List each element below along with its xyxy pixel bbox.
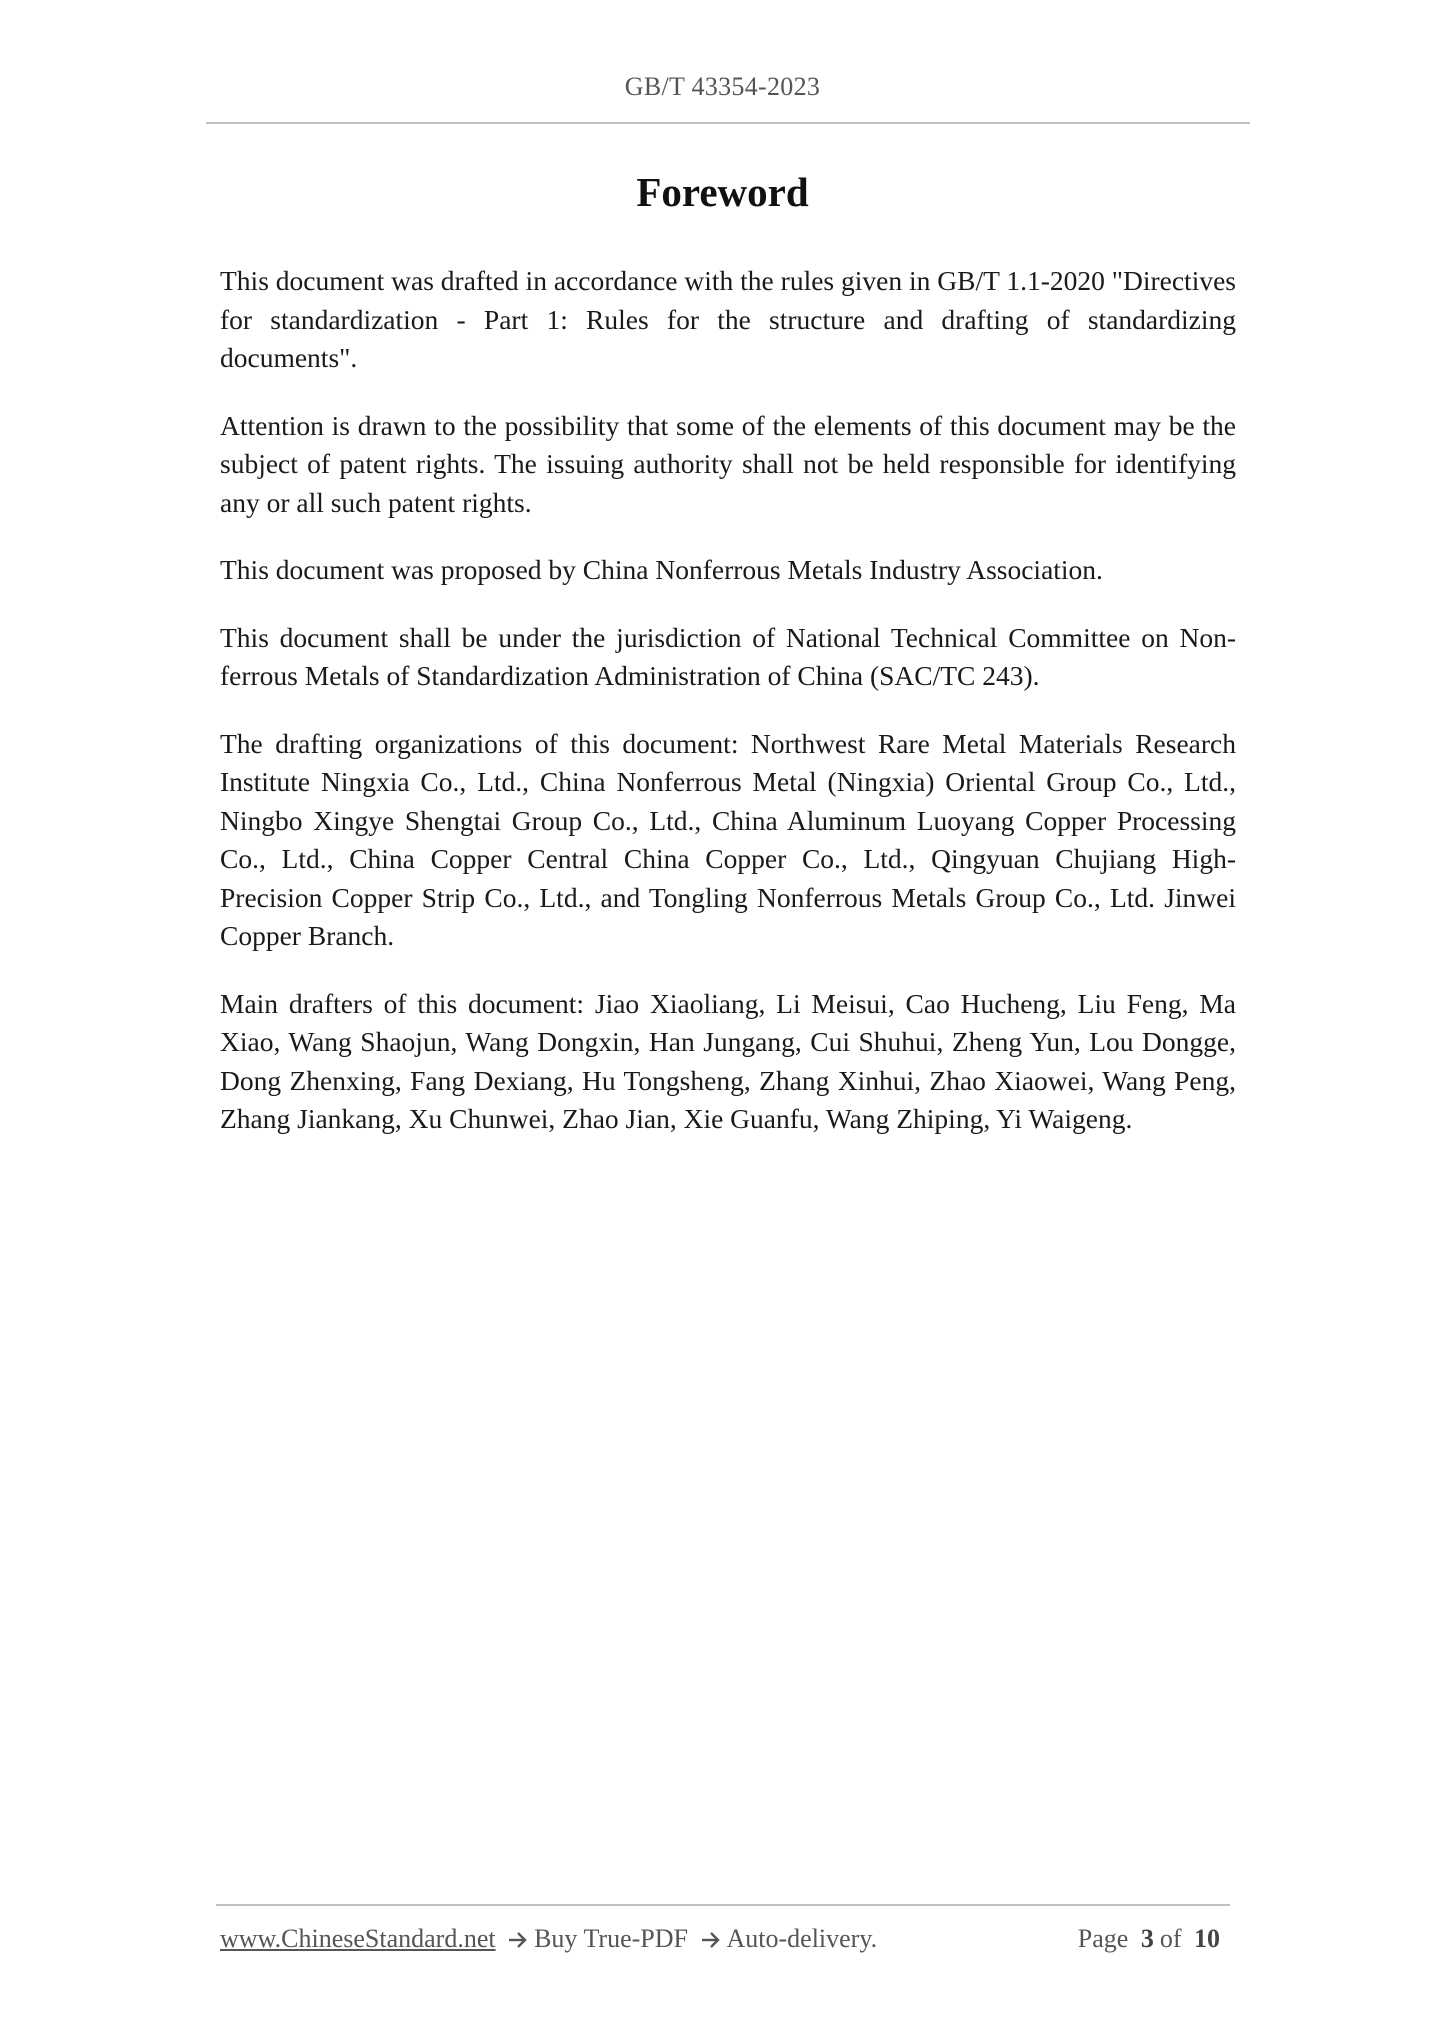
paragraph-drafting-organizations: The drafting organizations of this document: Northwest Rare Metal Materials Research Institute Ningxia Co., Ltd., China Nonferrous Metal (Ningxia) Oriental Group Co., Ltd., Ningbo Xingye Shengtai Group Co., Ltd., China Aluminum Luoyang Copper Processing Co., Ltd., China Copper Central China Copper Co., Ltd., Qingyuan Chujiang High-Precision Copper Strip Co., Ltd., and Tongling Nonferrous Metals Group Co., Ltd. Jinwei Copper Branch. <box>220 727 1236 951</box>
page-label: Page <box>1077 1924 1129 1953</box>
right-arrow-icon <box>701 1931 721 1949</box>
delivery-text: Auto-delivery. <box>726 1924 878 1953</box>
footer-divider <box>216 1904 1230 1906</box>
paragraph-main-drafters: Main drafters of this document: Jiao Xiaoliang, Li Meisui, Cao Hucheng, Liu Feng, Ma Xiao, Wang Shaojun, Wang Dongxin, Han Jungang, Cui Shuhui, Zheng Yun, Lou Dongge, Dong Zhenxing, Fang Dexiang, Hu Tongsheng, Zhang Xinhui, Zhao Xiaowei, Wang Peng, Zhang Jiankang, Xu Chunwei, Zhao Jian, Xie Guanfu, Wang Zhiping, Yi Waigeng. <box>220 987 1236 1134</box>
running-header <box>0 72 1445 102</box>
footer-promo <box>220 1924 877 1954</box>
foreword-body <box>220 262 1236 1168</box>
paragraph-jurisdiction: This document shall be under the jurisdiction of National Technical Committee on Non-ferrous Metals of Standardization Administration of China (SAC/TC 243). <box>220 621 1236 691</box>
page-footer <box>220 1924 1226 1954</box>
page-of: of <box>1159 1924 1182 1953</box>
page-current: 3 <box>1140 1924 1154 1953</box>
paragraph-proposer: This document was proposed by China Nonferrous Metals Industry Association. <box>220 554 1103 585</box>
page-total: 10 <box>1194 1924 1220 1953</box>
right-arrow-icon <box>508 1931 528 1949</box>
page-number <box>1078 1924 1226 1954</box>
paragraph-patent-notice: Attention is drawn to the possibility that some of the elements of this document may be the subject of patent rights. The issuing authority shall not be held responsible for identifying any or all such patent rights. <box>220 409 1236 518</box>
page-title: Foreword <box>636 169 809 215</box>
document-id: GB/T 43354-2023 <box>624 72 821 101</box>
website-link[interactable]: www.ChineseStandard.net <box>220 1924 496 1953</box>
paragraph-drafting-rules: This document was drafted in accordance with the rules given in GB/T 1.1-2020 "Directives for standardization - Part 1: Rules for the structure and drafting of standardizing documents". <box>220 265 1236 373</box>
buy-text: Buy True-PDF <box>534 1924 688 1953</box>
header-divider <box>206 122 1250 124</box>
